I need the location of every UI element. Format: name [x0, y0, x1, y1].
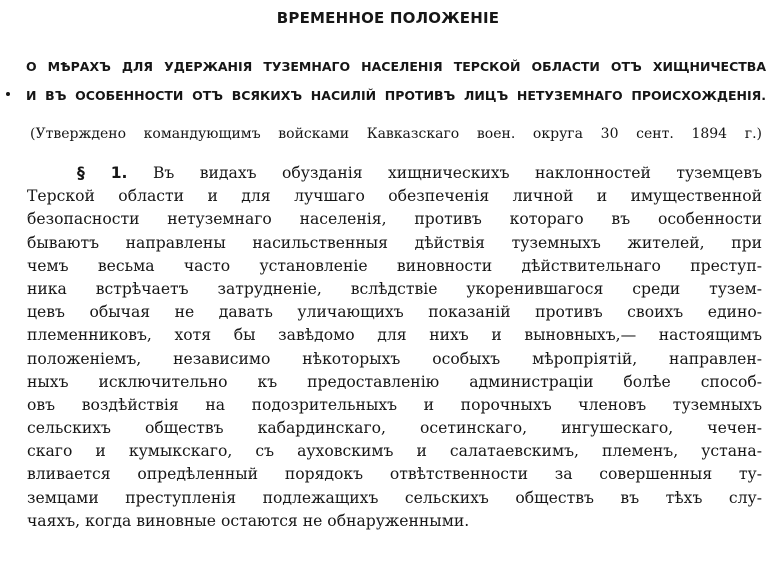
body-line: Терской области и для лучшаго обезпеченія личной и имущественной	[27, 187, 762, 206]
document-title: ВРЕМЕННОЕ ПОЛОЖЕНІЕ	[276, 9, 500, 27]
body-line: безопасности нетуземнаго населенія, противъ котораго въ особенности	[27, 210, 762, 229]
body-line: чемъ весьма часто установленіе виновности дѣйствительнаго преступ-	[27, 256, 762, 275]
section-1-text	[27, 162, 762, 533]
body-line: положеніемъ, независимо нѣкоторыхъ особыхъ мѣропріятій, направлен-	[27, 349, 762, 368]
body-line: ныхъ исключительно къ предоставленію администраціи болѣе способ-	[27, 372, 762, 391]
body-line: племенниковъ, хотя бы завѣдомо для нихъ и выновныхъ,— настоящимъ	[27, 326, 762, 345]
body-line: ника встрѣчаетъ затрудненіе, вслѣдствіе укоренившагося среди тузем-	[27, 279, 762, 298]
body-line: скаго и кумыкскаго, съ ауховскимъ и салатаевскимъ, племенъ, устана-	[27, 442, 762, 461]
section-label: § 1.	[77, 164, 128, 182]
body-line: овъ воздѣйствія на подозрительныхъ и порочныхъ членовъ туземныхъ	[27, 395, 762, 414]
subtitle-line-1: О МѢРАХЪ ДЛЯ УДЕРЖАНІЯ ТУЗЕМНАГО НАСЕЛЕНІЯ ТЕРСКОЙ ОБЛАСТИ ОТЪ ХИЩНИЧЕСТВА	[26, 59, 766, 74]
body-line-text: Въ видахъ обузданія хищническихъ наклонностей туземцевъ	[152, 164, 762, 182]
body-line: сельскихъ обществъ кабардинскаго, осетинскаго, ингушескаго, чечен-	[27, 419, 762, 438]
body-line: вливается опредѣленный порядокъ отвѣтственности за совершенныя ту-	[27, 465, 762, 484]
body-line: чаяхъ, когда виновные остаются не обнаруженными.	[27, 511, 470, 530]
subtitle-line-2: И ВЪ ОСОБЕННОСТИ ОТЪ ВСЯКИХЪ НАСИЛІЙ ПРОТИВЪ ЛИЦЪ НЕТУЗЕМНАГО ПРОИСХОЖДЕНІЯ.	[26, 88, 766, 103]
approval-note: (Утверждено командующимъ войсками Кавказскаго воен. округа 30 сент. 1894 г.)	[30, 126, 762, 142]
body-line: цевъ обычая не давать уличающихъ показаній противъ своихъ едино-	[27, 303, 762, 322]
margin-dot	[6, 92, 10, 96]
body-line	[27, 162, 762, 185]
body-line: бываютъ направлены насильственныя дѣйствія туземныхъ жителей, при	[27, 233, 762, 252]
body-line: земцами преступленія подлежащихъ сельскихъ обществъ въ тѣхъ слу-	[27, 488, 762, 507]
